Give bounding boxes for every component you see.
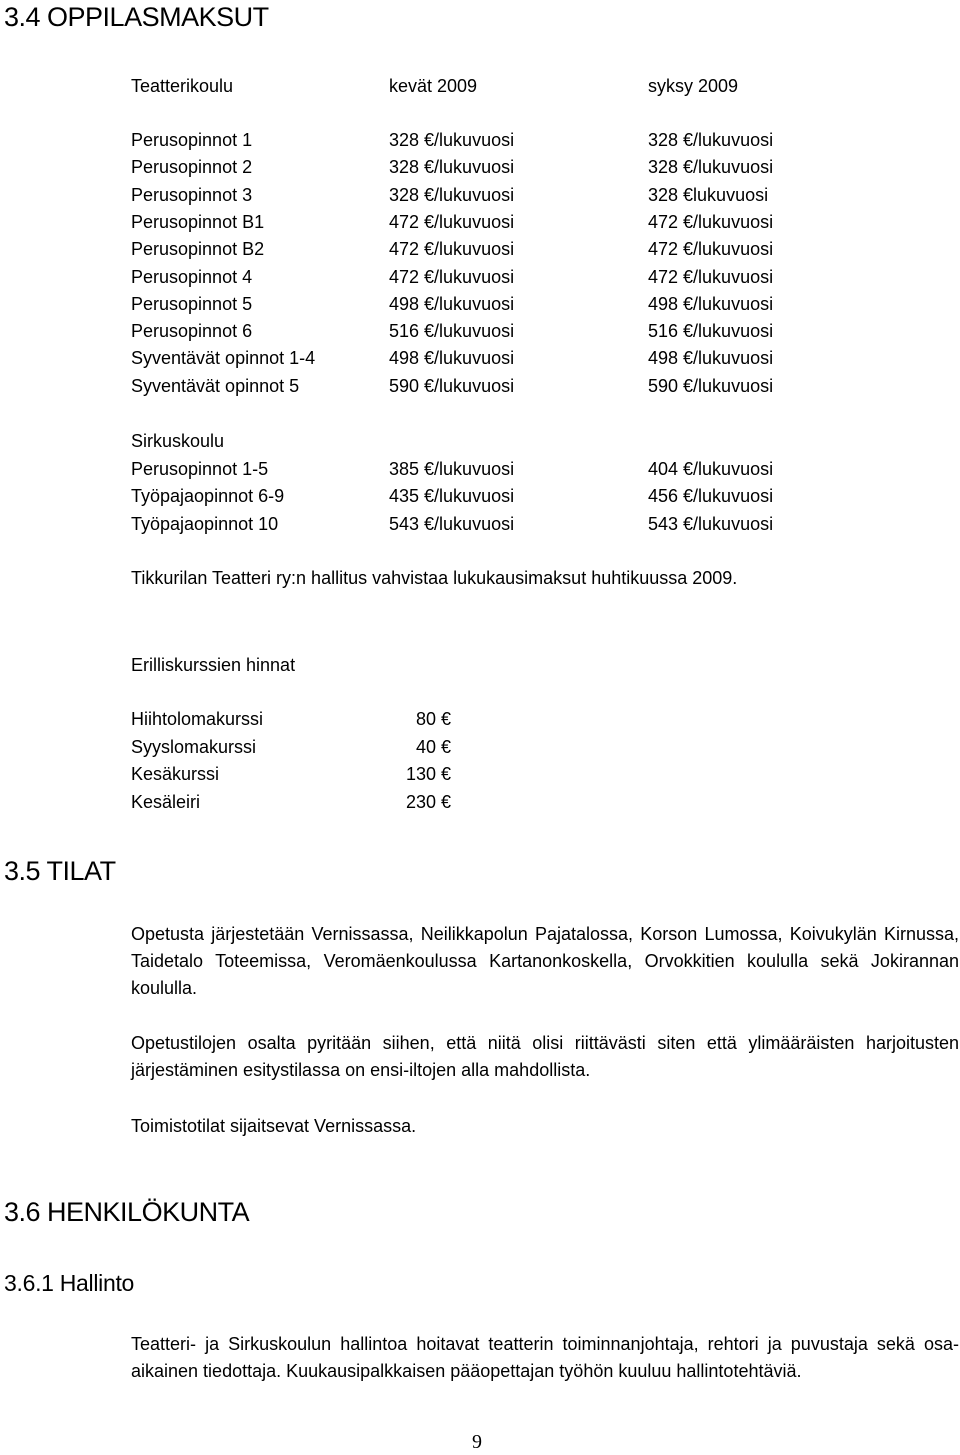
- header-autumn: syksy 2009: [648, 76, 739, 96]
- fee-row: [131, 459, 931, 485]
- courses-title: Erilliskurssien hinnat: [131, 655, 296, 675]
- fee-row-spring: 385 €/lukuvuosi: [389, 459, 515, 479]
- fee-row-autumn: 404 €/lukuvuosi: [648, 459, 774, 479]
- fee-row-name: Perusopinnot B2: [131, 239, 265, 260]
- fee-row-spring: 516 €/lukuvuosi: [389, 321, 515, 342]
- fee-row-spring: 472 €/lukuvuosi: [389, 239, 515, 260]
- fee-row-name: Perusopinnot 1: [131, 130, 253, 150]
- fee-row-autumn: 328 €/lukuvuosi: [648, 130, 774, 150]
- fee-row: [131, 376, 931, 402]
- fee-row-name: Perusopinnot 1-5: [131, 459, 269, 479]
- facilities-paragraph: Opetusta järjestetään Vernissassa, Neilikkapolun Pajatalossa, Korson Lumossa, Koivukylän Kirnussa, Taidetalo Toteemissa, Veromäenkoulussa Kartanonkoskella, Orvokkitien koululla sekä Jokirannan koululla.: [131, 924, 959, 998]
- office-paragraph: Toimistotilat sijaitsevat Vernissassa.: [131, 1116, 417, 1136]
- fee-row-autumn: 456 €/lukuvuosi: [648, 486, 774, 507]
- fee-row: [131, 348, 931, 374]
- fee-row-autumn: 590 €/lukuvuosi: [648, 375, 774, 396]
- fee-row-spring: 328 €/lukuvuosi: [389, 130, 515, 150]
- fee-row-name: Perusopinnot 6: [131, 321, 253, 342]
- page-number: 9: [472, 1431, 482, 1453]
- fee-row-name: Perusopinnot B1: [131, 211, 265, 232]
- course-row: [131, 764, 451, 792]
- fee-row-name: Työpajaopinnot 6-9: [131, 486, 285, 507]
- fee-row-spring: 498 €/lukuvuosi: [389, 293, 515, 314]
- section-heading-tilat: 3.5 TILAT: [4, 856, 116, 886]
- fee-row-spring: 472 €/lukuvuosi: [389, 211, 515, 232]
- course-row: [131, 709, 451, 737]
- fee-note: Tikkurilan Teatteri ry:n hallitus vahvistaa lukukausimaksut huhtikuussa 2009.: [131, 568, 738, 588]
- fee-row-spring: 590 €/lukuvuosi: [389, 375, 515, 396]
- fee-row: [131, 185, 931, 211]
- fee-row-autumn: 472 €/lukuvuosi: [648, 266, 774, 287]
- fee-row-autumn: 516 €/lukuvuosi: [648, 321, 774, 342]
- fee-row: [131, 294, 931, 320]
- fee-row: [131, 157, 931, 183]
- fee-row-name: Syventävät opinnot 5: [131, 375, 300, 396]
- fee-row-spring: 498 €/lukuvuosi: [389, 348, 515, 369]
- header-school: Teatterikoulu: [131, 76, 234, 96]
- fee-row: [131, 239, 931, 265]
- fee-row-spring: 543 €/lukuvuosi: [389, 513, 515, 534]
- fee-row-autumn: 498 €/lukuvuosi: [648, 293, 774, 314]
- subsection-heading-hallinto: 3.6.1 Hallinto: [4, 1270, 135, 1296]
- course-price: 40 €: [415, 736, 451, 757]
- header-spring: kevät 2009: [389, 76, 478, 96]
- circus-school-title: Sirkuskoulu: [131, 431, 225, 451]
- rehearsal-paragraph: Opetustilojen osalta pyritään siihen, että niitä olisi riittävästi siten että ylimääräisten harjoitusten järjestäminen esitystilassa on ensi-iltojen alla mahdollista.: [131, 1033, 959, 1080]
- fee-row-autumn: 328 €/lukuvuosi: [648, 157, 774, 178]
- fee-row: [131, 267, 931, 293]
- course-name: Kesäkurssi: [131, 764, 220, 784]
- course-name: Syyslomakurssi: [131, 736, 257, 757]
- fee-row: [131, 212, 931, 238]
- fee-row: [131, 486, 931, 512]
- course-price: 230 €: [405, 791, 451, 812]
- course-name: Hiihtolomakurssi: [131, 709, 264, 729]
- course-name: Kesäleiri: [131, 791, 201, 812]
- administration-paragraph: Teatteri- ja Sirkuskoulun hallintoa hoitavat teatterin toiminnanjohtaja, rehtori ja puvustaja sekä osa-aikainen tiedottaja. Kuukausipalkkaisen pääopettajan työhön kuuluu hallintotehtäviä.: [131, 1334, 959, 1381]
- fee-row-name: Syventävät opinnot 1-4: [131, 348, 316, 369]
- fee-row-autumn: 543 €/lukuvuosi: [648, 513, 774, 534]
- fee-row: [131, 321, 931, 347]
- fee-row-spring: 472 €/lukuvuosi: [389, 266, 515, 287]
- fee-row-spring: 328 €/lukuvuosi: [389, 157, 515, 178]
- fee-row-name: Perusopinnot 4: [131, 266, 253, 287]
- fee-row-name: Perusopinnot 3: [131, 184, 253, 205]
- section-heading-henkilokunta: 3.6 HENKILÖKUNTA: [4, 1197, 250, 1227]
- fee-row-name: Perusopinnot 5: [131, 293, 253, 314]
- fee-table-header: [131, 76, 931, 102]
- fee-row-autumn: 472 €/lukuvuosi: [648, 211, 774, 232]
- fee-row-autumn: 472 €/lukuvuosi: [648, 239, 774, 260]
- fee-row-name: Työpajaopinnot 10: [131, 513, 279, 534]
- course-row: [131, 792, 451, 820]
- fee-row-name: Perusopinnot 2: [131, 157, 253, 178]
- course-price: 80 €: [415, 709, 451, 729]
- fee-row: [131, 514, 931, 540]
- fee-row-autumn: 328 €lukuvuosi: [648, 184, 769, 205]
- course-price: 130 €: [405, 764, 451, 784]
- fee-row: [131, 130, 931, 156]
- section-heading-oppilasmaksut: 3.4 OPPILASMAKSUT: [4, 2, 269, 32]
- fee-row-spring: 435 €/lukuvuosi: [389, 486, 515, 507]
- fee-row-autumn: 498 €/lukuvuosi: [648, 348, 774, 369]
- course-row: [131, 737, 451, 765]
- fee-row-spring: 328 €/lukuvuosi: [389, 184, 515, 205]
